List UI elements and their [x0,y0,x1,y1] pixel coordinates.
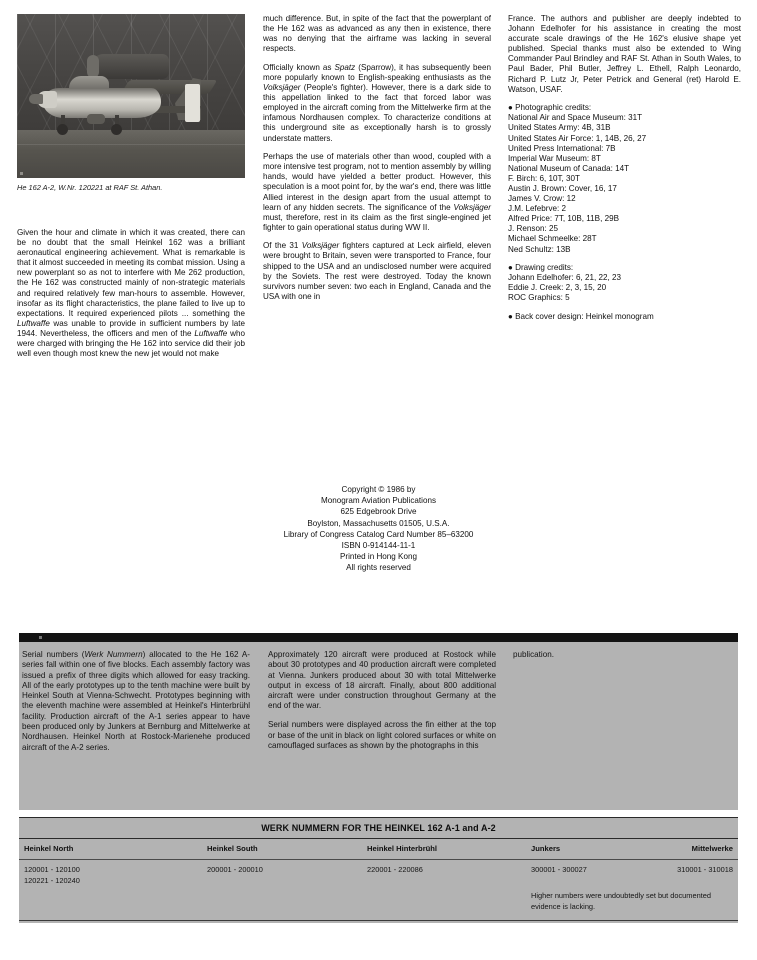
credit-line: National Museum of Canada: 14T [508,163,630,173]
main-wheel [111,124,122,135]
copyright-line: Monogram Aviation Publications [320,496,437,506]
panel-header-bar [19,633,738,642]
cell-mittelwerke: 310001 - 310018 [677,865,733,874]
table-header-mittelwerke: Mittelwerke [691,844,733,853]
table-title: WERK NUMMERN FOR THE HEINKEL 162 A-1 and A-2 [261,823,496,833]
credit-line: Imperial War Museum: 8T [508,153,601,163]
table-header-junkers: Junkers [531,844,561,853]
table-header-row [19,839,738,859]
table-header-heinkel-south: Heinkel South [207,844,258,853]
table-note-row [19,886,738,920]
credit-line: Johann Edelhofer: 6, 21, 22, 23 [508,273,621,283]
copyright-line: Copyright © 1986 by [341,485,416,494]
drawing-credits-heading: ● Drawing credits: [508,263,574,273]
panel-paragraph: Approximately 120 aircraft were produced at Rostock while about 30 prototypes and 40 production aircraft were completed at Vienna. Junkers produced about 30 with total Mittelwerke output in excess of 18 aircraft. Finally, about 800 additional aircraft were under construction throughout Germany at the end of the war. [268,650,496,711]
panel-column-3 [513,650,735,660]
cell-heinkel-south: 200001 - 200010 [207,865,263,874]
credit-line: J.M. Lefebrve: 2 [508,204,567,214]
table-row [19,860,738,886]
engine-intake-lip [87,55,99,78]
panel-column-2 [268,650,496,751]
credit-line: United Press International: 7B [508,143,616,153]
panel-paragraph: publication. [513,650,554,659]
photographic-credits-heading: ● Photographic credits: [508,103,592,113]
column2-paragraph-2: Officially known as Spatz (Sparrow), it has subsequently been more popularly known to English-speaking enthusiasts as the Volksjäger (People's fighter). However, there is a dark side to this appellation linked to the fact that forced labor was employed in the aircraft coming from the Mittelwerke firm at the infamous Nordhausen complex. To characterize conditions at this underground site as exceptionally harsh is to grossly understate matters. [263,62,492,143]
credit-line: Michael Schmeelke: 28T [508,234,597,244]
copyright-block [0,484,757,574]
acknowledgements-paragraph: France. The authors and publisher are deeply indebted to Johann Edelhofer for his assistance in creating the most accurate scale drawings of the He 162's elusive shape yet published. Special thanks must also be extended to Wing Commander Paul Brindley and RAF St. Athan in South Wales, to Paul Bader, Phil Butler, Jeffrey L. Ethell, Ralph Leonardo, Richard P. Lutz Jr, Peter Petrick and General (ret) Harold E. Watson, USAF. [508,14,741,94]
copyright-line: Library of Congress Catalog Card Number 85–63200 [283,529,474,539]
credit-line: National Air and Space Museum: 31T [508,113,643,123]
cell-heinkel-hinterbruhl: 220001 - 220086 [367,865,423,874]
credit-line: ROC Graphics: 5 [508,293,570,303]
photo-caption: He 162 A-2, W.Nr. 120221 at RAF St. Athan. [17,183,163,192]
table-footnote: Higher numbers were undoubtedly set but documented evidence is lacking. [531,891,711,911]
credit-line: Eddie J. Creek: 2, 3, 15, 20 [508,283,607,293]
photo-figure [17,14,245,193]
panel-paragraph: Serial numbers (Werk Nummern) allocated to the He 162 A-series fall within one of five blocks. Each assembly factory was issued a prefix of three digits which allowed for easy tracking. All of the early prototypes up to the tenth machine were built by Heinkel South at Vienna-Schwecht. Prototypes beginning with the eleventh machine were assembled at Heinkel's Hinterbrühl facility. Production aircraft of the A-1 series appear to have been produced only by Junkers at Bernburg and Mittelwerke at Nordhausen. Heinkel North at Rostock-Marienehe produced aircraft of the A-2 series. [22,650,250,752]
credit-line: Ned Schultz: 13B [508,244,571,254]
nose-wheel [57,124,68,135]
cell-junkers: 300001 - 300027 [531,865,587,874]
body-column-2 [263,14,491,302]
credit-line: United States Air Force: 1, 14B, 26, 27 [508,133,647,143]
he162-photograph [17,14,245,178]
aircraft-fin [185,84,200,122]
column2-paragraph-3: Perhaps the use of materials other than wood, coupled with a more intensive test program, not to mention assembly by willing hands, would have yielded a better product. However, this speculation is a moot point for, by the war's end, there was little Allied interest in the design apart from the usual attempt to learn of any hidden secrets. The significance of the Volksjäger must, therefore, rest in its claim as the first single-engined jet fighter to gain operational status during WW II. [263,152,491,232]
credit-line: Austin J. Brown: Cover, 16, 17 [508,184,617,193]
werk-nummern-table [19,817,738,923]
body-column-1 [17,228,245,359]
credit-line: J. Renson: 25 [508,224,558,234]
photo-corner-mark [20,172,23,175]
credit-line: Alfred Price: 7T, 10B, 11B, 29B [508,214,619,224]
copyright-line: All rights reserved [346,563,411,573]
body-column-3 [508,14,741,322]
aircraft-underbelly-pod [87,114,105,124]
copyright-line: Printed in Hong Kong [340,552,417,562]
aircraft-nose-cone [29,94,43,104]
tarmac-ground [17,130,245,178]
serial-range: 120001 - 120100 [24,865,80,874]
back-cover-credit: ● Back cover design: Heinkel monogram [508,312,654,322]
credit-line: United States Army: 4B, 31B [508,123,611,133]
cell-heinkel-north [24,864,80,886]
credit-line: F. Birch: 6, 10T, 30T [508,173,580,183]
column2-paragraph-4: Of the 31 Volksjäger fighters captured at Leck airfield, eleven were brought to Britain, seven were transported to France, four shipped to the USA and an undisclosed number were acquired by the Soviets. The rest were destroyed. Today the known survivors number seven: two each in England, Canada and the USA with one in [263,241,492,301]
panel-column-1 [22,650,250,753]
table-bottom-rule [19,920,738,921]
copyright-line: ISBN 0-914144-11-1 [341,541,416,551]
copyright-line: 625 Edgebrook Drive [340,507,417,517]
table-header-heinkel-hinterbruhl: Heinkel Hinterbrühl [367,844,438,853]
table-header-heinkel-north: Heinkel North [24,844,74,853]
copyright-line: Boylston, Massachusetts 01505, U.S.A. [307,518,450,528]
column1-paragraph-1: Given the hour and climate in which it was created, there can be no doubt that the small Heinkel 162 was a brilliant aeronautical engineering achievement. What is remarkable is that it almost succeeded in meeting its combat mission. Using a new powerplant so as not to interfere with Me 262 production, the He 162 was constructed mainly of non-strategic materials and required relatively few man-hours to assemble. However, insofar as its flight characteristics, the plane failed to live up to expectations. It required experienced pilots ... something the Luftwaffe was unable to provide in sufficient numbers by late 1944. Nevertheless, the officers and men of the Luftwaffe who were charged with bringing the He 162 into service did their job well even though most knew the new jet would not make [17,228,245,359]
column2-paragraph-1: much difference. But, in spite of the fact that the powerplant of the He 162 was as advanced as any then in existence, there was no denying that the airframe was lacking in several respects. [263,14,491,54]
drawing-credits-list [508,273,741,303]
panel-paragraph: Serial numbers were displayed across the fin either at the top or base of the unit in black on light colored surfaces or white on camouflaged surfaces as shown by the photographs in this [268,720,496,750]
credit-line: James V. Crow: 12 [508,194,576,204]
serial-range: 120221 - 120240 [24,876,80,885]
photographic-credits-list [508,113,741,254]
